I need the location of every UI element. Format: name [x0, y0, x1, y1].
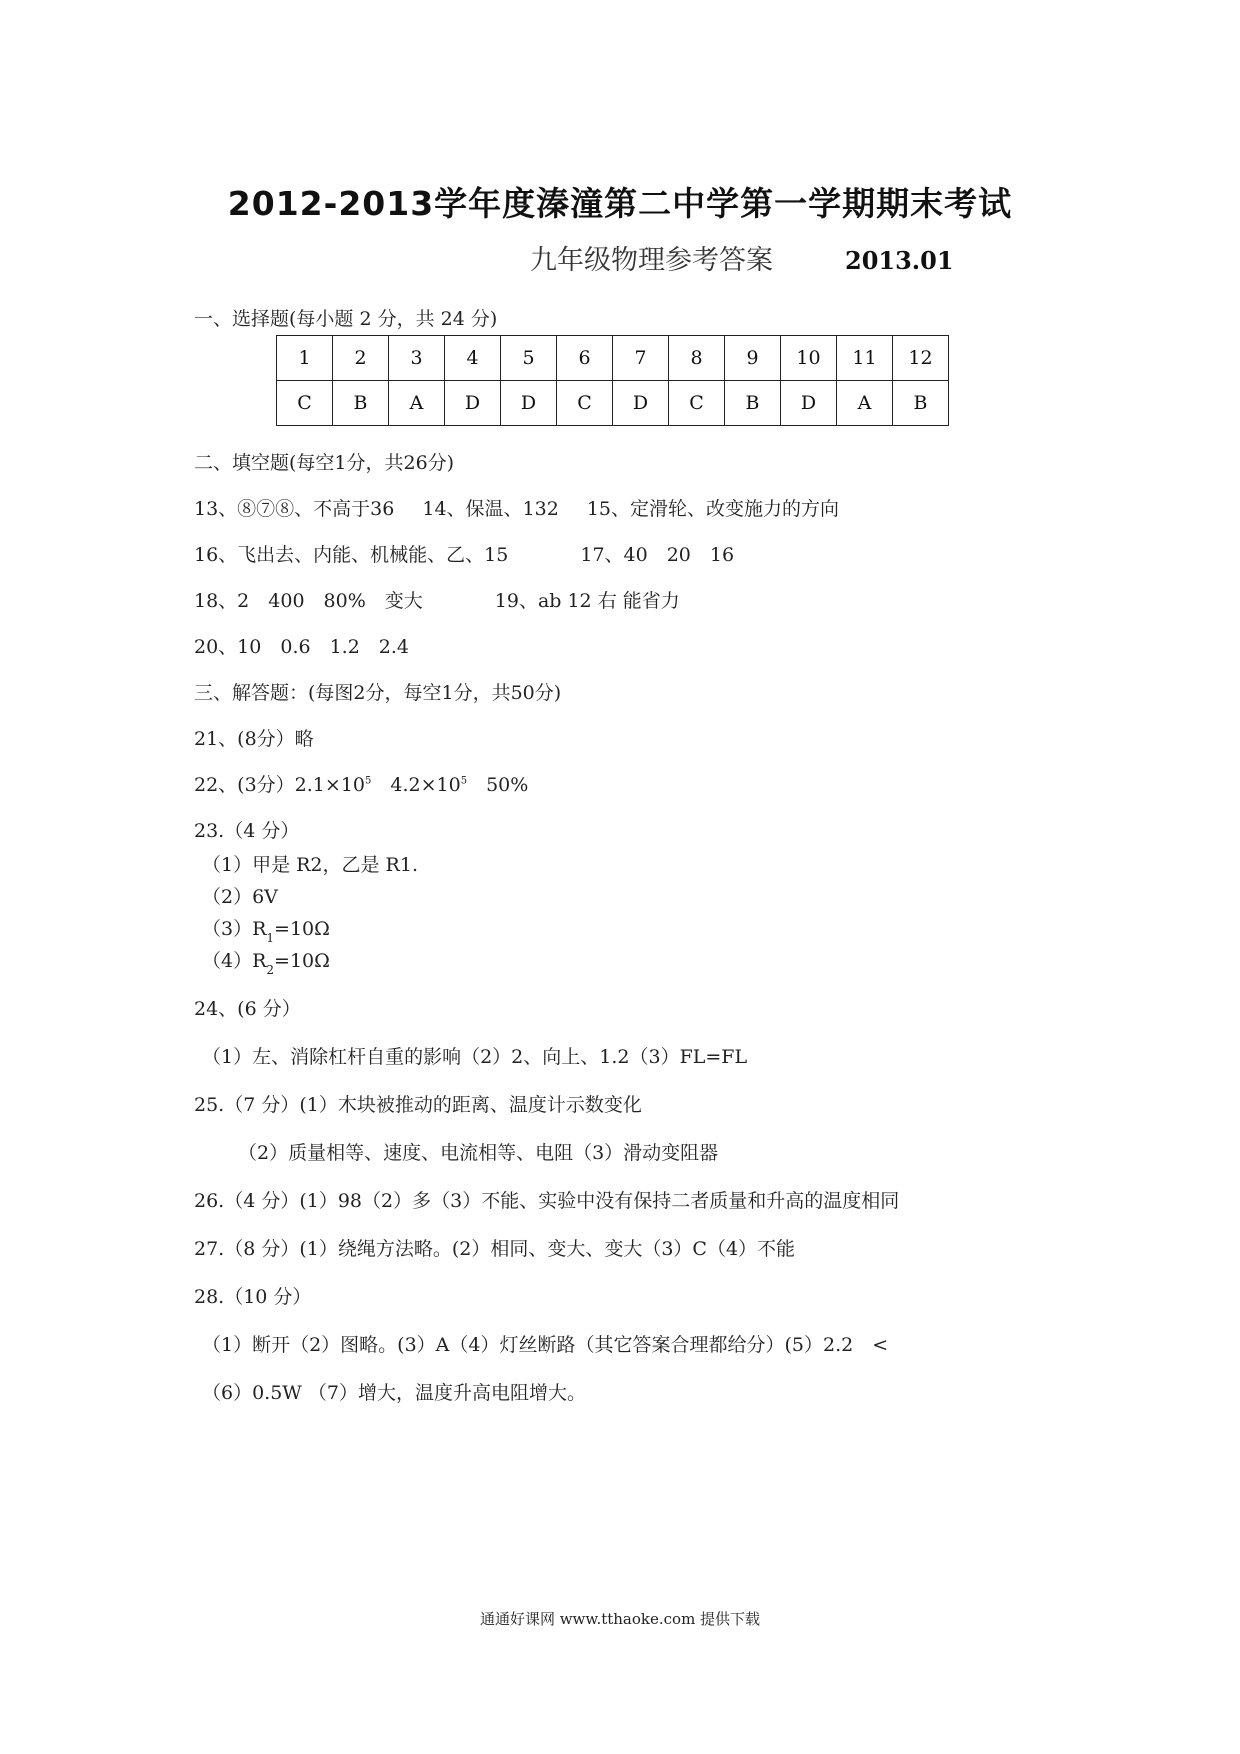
choice-answer: B — [725, 381, 781, 426]
question-number: 12 — [893, 336, 949, 381]
answer-25-2: （2）质量相等、速度、电流相等、电阻（3）滑动变阻器 — [238, 1142, 719, 1164]
answer-28-2: （6）0.5W （7）增大，温度升高电阻增大。 — [202, 1382, 586, 1404]
answer-19: 19、ab 12 右 能省力 — [494, 590, 680, 612]
question-number: 6 — [557, 336, 613, 381]
answer-28-heading: 28.（10 分） — [194, 1286, 312, 1308]
answer-15: 15、定滑轮、改变施力的方向 — [586, 498, 839, 520]
subscript: 2 — [266, 962, 275, 977]
answer-22 — [194, 770, 528, 797]
section3-heading: 三、解答题：(每图2分，每空1分，共50分) — [194, 682, 562, 704]
answer-23-4-text: （4）R — [202, 950, 267, 972]
choice-answer: C — [669, 381, 725, 426]
answer-24-heading: 24、(6 分） — [194, 998, 301, 1020]
question-number: 1 — [277, 336, 333, 381]
answer-line-13-15 — [194, 494, 839, 521]
answer-23-3-value: =10Ω — [274, 918, 330, 940]
question-number-row — [277, 336, 949, 381]
answer-22-part3: 50% — [467, 774, 529, 796]
exam-subtitle — [530, 238, 954, 277]
question-number: 3 — [389, 336, 445, 381]
answer-23-heading: 23.（4 分） — [194, 820, 300, 842]
answer-26: 26.（4 分）(1）98（2）多（3）不能、实验中没有保持二者质量和升高的温度相同 — [194, 1190, 900, 1212]
question-number: 10 — [781, 336, 837, 381]
choice-answer: D — [613, 381, 669, 426]
answer-line-16-17 — [194, 540, 734, 567]
answer-line-18-19 — [194, 586, 680, 613]
exam-date: 2013.01 — [845, 246, 954, 275]
answer-14: 14、保温、132 — [422, 498, 559, 520]
question-number: 2 — [333, 336, 389, 381]
choice-answer: D — [781, 381, 837, 426]
section2-heading: 二、填空题(每空1分，共26分) — [194, 452, 455, 474]
choice-answer: C — [557, 381, 613, 426]
choice-answer: B — [333, 381, 389, 426]
choice-answer: A — [389, 381, 445, 426]
answer-20: 20、10 0.6 1.2 2.4 — [194, 636, 410, 658]
question-number: 4 — [445, 336, 501, 381]
answer-row — [277, 381, 949, 426]
answer-13: 13、⑧⑦⑧、不高于36 — [194, 498, 395, 520]
subscript: 1 — [266, 930, 275, 945]
answer-27: 27.（8 分）(1）绕绳方法略。(2）相同、变大、变大（3）C（4）不能 — [194, 1238, 796, 1260]
exam-title: 2012-2013学年度溱潼第二中学第一学期期末考试 — [227, 184, 1013, 223]
answer-23-3-text: （3）R — [202, 918, 267, 940]
answer-21: 21、(8分）略 — [194, 728, 314, 750]
answer-23-4-value: =10Ω — [274, 950, 330, 972]
choice-answer: A — [837, 381, 893, 426]
answer-16: 16、飞出去、内能、机械能、乙、15 — [194, 544, 509, 566]
answer-25: 25.（7 分）(1）木块被推动的距离、温度计示数变化 — [194, 1094, 642, 1116]
question-number: 7 — [613, 336, 669, 381]
choice-answer-table — [276, 335, 949, 426]
exponent: 5 — [365, 775, 372, 787]
question-number: 11 — [837, 336, 893, 381]
question-number: 5 — [501, 336, 557, 381]
choice-answer: C — [277, 381, 333, 426]
subtitle-text: 九年级物理参考答案 — [530, 245, 773, 276]
section1-heading: 一、选择题(每小题 2 分，共 24 分) — [194, 308, 498, 330]
choice-answer: D — [501, 381, 557, 426]
exponent: 5 — [460, 775, 468, 787]
answer-23-1: （1）甲是 R2，乙是 R1. — [202, 854, 418, 876]
choice-answer: B — [893, 381, 949, 426]
answer-23-4 — [202, 946, 330, 975]
answer-18: 18、2 400 80% 变大 — [194, 590, 423, 612]
answer-22-part2: 4.2×10 — [371, 774, 461, 796]
answer-17: 17、40 20 16 — [580, 544, 735, 566]
answer-24-1: （1）左、消除杠杆自重的影响（2）2、向上、1.2（3）FL=FL — [202, 1046, 748, 1068]
question-number: 9 — [725, 336, 781, 381]
answer-23-2: （2）6V — [202, 886, 278, 908]
download-footer: 通通好课网 www.tthaoke.com 提供下载 — [479, 1610, 761, 1628]
choice-answer: D — [445, 381, 501, 426]
answer-28-1: （1）断开（2）图略。(3）A（4）灯丝断路（其它答案合理都给分）(5）2.2 < — [202, 1334, 889, 1356]
answer-22-part1: 22、(3分）2.1×10 — [194, 774, 365, 796]
question-number: 8 — [669, 336, 725, 381]
answer-23-3 — [202, 914, 330, 943]
